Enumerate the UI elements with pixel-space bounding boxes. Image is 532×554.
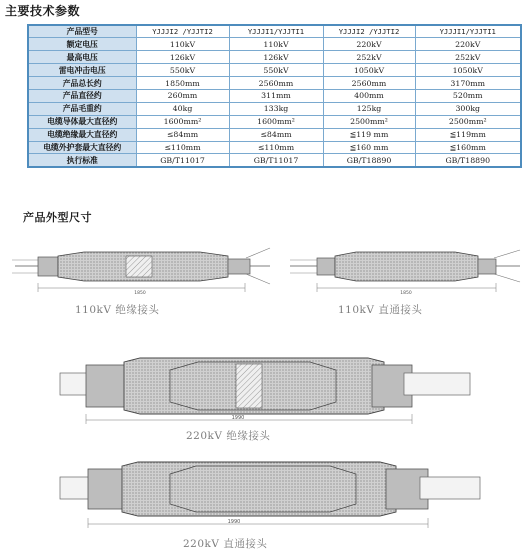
dimension-label: 1990 <box>231 415 245 421</box>
spec-row-label: 电缆导体最大直径约 <box>28 115 136 128</box>
spec-cell: ≦119mm <box>415 128 521 141</box>
spec-cell: 311mm <box>229 89 323 102</box>
spec-row-label: 电缆绝缘最大直径约 <box>28 128 136 141</box>
spec-cell: ≤110mm <box>229 141 323 154</box>
spec-cell: GB/T18890 <box>415 154 521 167</box>
joint-drawing-220kv-insulating <box>60 358 470 424</box>
spec-row-label: 执行标准 <box>28 154 136 167</box>
spec-cell: 2560mm <box>323 77 415 90</box>
spec-cell: 550kV <box>136 64 229 77</box>
spec-row-label: 产品总长约 <box>28 77 136 90</box>
spec-cell: 260mm <box>136 89 229 102</box>
specs-section-title: 主要技术参数 <box>5 4 81 18</box>
spec-row-label: 额定电压 <box>28 38 136 51</box>
spec-cell: YJJJI1/YJJTI1 <box>415 25 521 38</box>
spec-row-label: 产品直径约 <box>28 89 136 102</box>
spec-cell: 300kg <box>415 102 521 115</box>
spec-cell: 133kg <box>229 102 323 115</box>
spec-cell: 2560mm <box>229 77 323 90</box>
spec-cell: 220kV <box>415 38 521 51</box>
spec-cell: YJJJI2 /YJJTI2 <box>323 25 415 38</box>
spec-cell: 40kg <box>136 102 229 115</box>
spec-cell: 2500mm² <box>323 115 415 128</box>
spec-cell: GB/T18890 <box>323 154 415 167</box>
spec-cell: 2500mm² <box>415 115 521 128</box>
spec-cell: 520mm <box>415 89 521 102</box>
dimensions-section-title: 产品外型尺寸 <box>23 211 92 224</box>
spec-row-label: 产品型号 <box>28 25 136 38</box>
spec-cell: 3170mm <box>415 77 521 90</box>
spec-cell: 1850mm <box>136 77 229 90</box>
spec-cell: GB/T11017 <box>229 154 323 167</box>
spec-cell: 252kV <box>415 51 521 64</box>
spec-cell: 550kV <box>229 64 323 77</box>
spec-cell: YJJJI2 /YJJTI2 <box>136 25 229 38</box>
spec-cell: 110kV <box>136 38 229 51</box>
spec-cell: 1600mm² <box>229 115 323 128</box>
drawing-caption-220kv-insulating: 220kV 绝缘接头 <box>186 430 271 442</box>
spec-cell: ≤110mm <box>136 141 229 154</box>
spec-cell: ≦119 mm <box>323 128 415 141</box>
spec-cell: 126kV <box>229 51 323 64</box>
spec-cell: 400mm <box>323 89 415 102</box>
spec-cell: 1600mm² <box>136 115 229 128</box>
joint-drawing-110kv-insulating <box>12 248 270 296</box>
spec-cell: 110kV <box>229 38 323 51</box>
spec-cell: ≤84mm <box>229 128 323 141</box>
spec-cell: 220kV <box>323 38 415 51</box>
spec-cell: GB/T11017 <box>136 154 229 167</box>
drawing-caption-110kv-straight: 110kV 直通接头 <box>338 304 423 316</box>
spec-cell: 252kV <box>323 51 415 64</box>
spec-cell: ≤84mm <box>136 128 229 141</box>
drawing-caption-220kv-straight: 220kV 直通接头 <box>183 538 268 550</box>
spec-row-label: 最高电压 <box>28 51 136 64</box>
drawing-caption-110kv-insulating: 110kV 绝缘接头 <box>75 304 160 316</box>
dimension-label: 1850 <box>134 291 146 296</box>
spec-row-label: 雷电冲击电压 <box>28 64 136 77</box>
spec-cell: ≦160 mm <box>323 141 415 154</box>
joint-drawing-220kv-straight <box>60 462 480 528</box>
dimension-label: 1850 <box>400 291 412 296</box>
spec-row-label: 电缆外护套最大直径约 <box>28 141 136 154</box>
dimension-label: 1990 <box>227 519 241 525</box>
spec-cell: YJJJI1/YJJTI1 <box>229 25 323 38</box>
spec-cell: 125kg <box>323 102 415 115</box>
spec-cell: 1050kV <box>323 64 415 77</box>
joint-drawing-110kv-straight <box>290 250 520 296</box>
spec-cell: ≦160mm <box>415 141 521 154</box>
spec-cell: 1050kV <box>415 64 521 77</box>
spec-cell: 126kV <box>136 51 229 64</box>
spec-row-label: 产品毛重约 <box>28 102 136 115</box>
